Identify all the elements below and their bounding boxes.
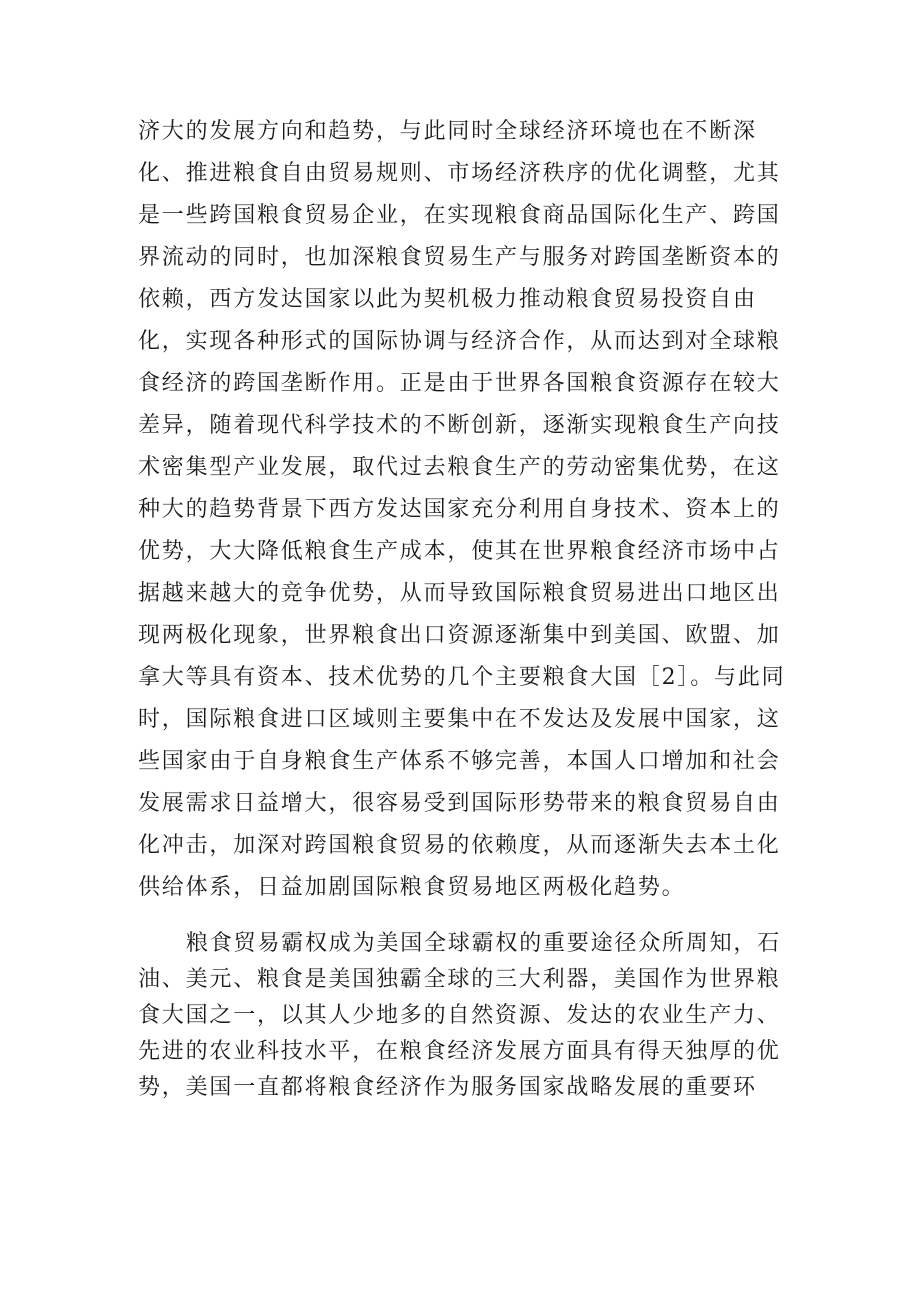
text-line: 食大国之一，以其人少地多的自然资源、发达的农业生产力、 (138, 1003, 781, 1028)
text-line: 现两极化现象，世界粮食出口资源逐渐集中到美国、欧盟、加 (138, 623, 781, 648)
text-line: 化，实现各种形式的国际协调与经济合作，从而达到对全球粮 (138, 329, 781, 354)
text-line: 化冲击，加深对跨国粮食贸易的依赖度，从而逐渐失去本土化 (138, 833, 781, 858)
text-line: 供给体系，日益加剧国际粮食贸易地区两极化趋势。 (138, 875, 686, 900)
text-line: 食经济的跨国垄断作用。正是由于世界各国粮食资源存在较大 (138, 371, 781, 396)
text-line: 势，美国一直都将粮食经济作为服务国家战略发展的重要环 (138, 1075, 757, 1100)
text-line: 种大的趋势背景下西方发达国家充分利用自身技术、资本上的 (138, 497, 781, 522)
text-line: 术密集型产业发展，取代过去粮食生产的劳动密集优势，在这 (138, 455, 781, 480)
text-line: 些国家由于自身粮食生产体系不够完善，本国人口增加和社会 (138, 749, 781, 774)
text-line: 界流动的同时，也加深粮食贸易生产与服务对跨国垄断资本的 (138, 245, 781, 270)
text-line: 时，国际粮食进口区域则主要集中在不发达及发展中国家，这 (138, 707, 781, 732)
text-line: 依赖，西方发达国家以此为契机极力推动粮食贸易投资自由 (138, 287, 757, 312)
text-line: 差异，随着现代科学技术的不断创新，逐渐实现粮食生产向技 (138, 413, 781, 438)
text-line: 是一些跨国粮食贸易企业，在实现粮食商品国际化生产、跨国 (138, 203, 781, 228)
text-line: 优势，大大降低粮食生产成本，使其在世界粮食经济市场中占 (138, 539, 781, 564)
text-line: 发展需求日益增大，很容易受到国际形势带来的粮食贸易自由 (138, 791, 781, 816)
text-line: 油、美元、粮食是美国独霸全球的三大利器，美国作为世界粮 (138, 967, 781, 992)
text-line: 据越来越大的竞争优势，从而导致国际粮食贸易进出口地区出 (138, 581, 781, 606)
text-line: 拿大等具有资本、技术优势的几个主要粮食大国［2］。与此同 (138, 665, 786, 690)
text-line: 济大的发展方向和趋势，与此同时全球经济环境也在不断深 (138, 119, 757, 144)
text-line: 先进的农业科技水平，在粮食经济发展方面具有得天独厚的优 (138, 1039, 781, 1064)
text-line: 粮食贸易霸权成为美国全球霸权的重要途径众所周知，石 (186, 931, 782, 956)
text-line: 化、推进粮食自由贸易规则、市场经济秩序的优化调整，尤其 (138, 161, 781, 186)
